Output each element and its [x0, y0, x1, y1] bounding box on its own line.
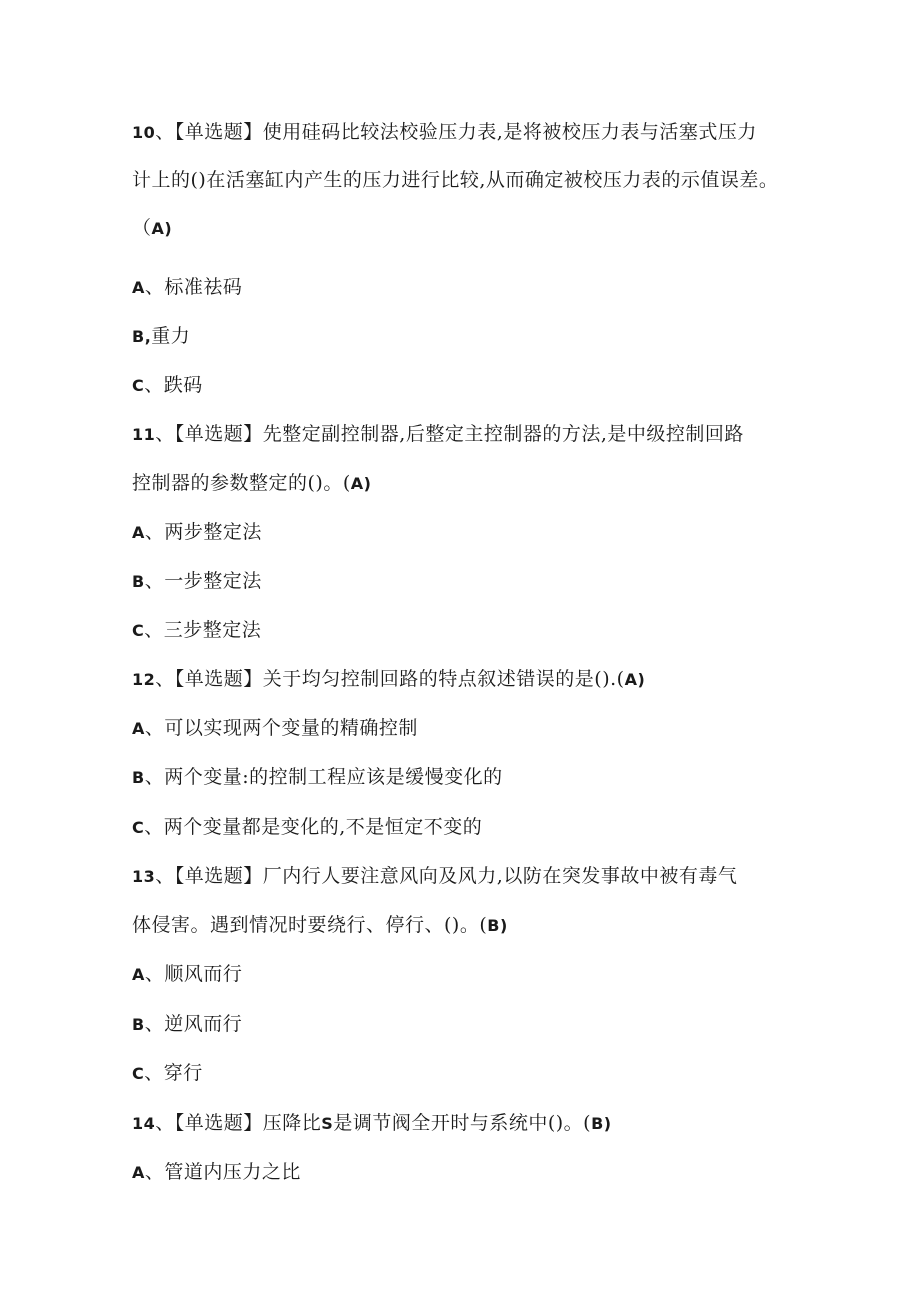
question-12-option-a	[132, 716, 418, 741]
option-separator: 、	[144, 1013, 165, 1035]
option-text: 可以实现两个变量的精确控制	[164, 717, 418, 739]
question-10-stem-line2	[132, 168, 778, 192]
option-letter: C	[132, 621, 145, 640]
option-text: 一步整定法	[164, 570, 262, 592]
question-type-tag: 、【单选题】	[155, 668, 263, 690]
option-text: 标准祛码	[164, 276, 243, 298]
answer-letter: A	[624, 670, 638, 689]
option-letter: B	[132, 768, 145, 787]
option-text: 两个变量:的控制工程应该是缓慢变化的	[164, 766, 503, 788]
question-13-stem-line2	[132, 913, 508, 938]
option-letter: C	[132, 1064, 145, 1083]
option-letter: A	[132, 965, 145, 984]
question-number: 10	[132, 123, 156, 142]
question-10-option-c	[132, 373, 203, 398]
option-text: 三步整定法	[163, 619, 262, 641]
question-stem: 控制器的参数整定的()。(	[132, 472, 351, 494]
option-text: 两步整定法	[164, 521, 262, 543]
question-13-stem-line1	[132, 864, 737, 889]
answer-letter: A	[350, 474, 364, 493]
answer-bracket: )	[499, 916, 508, 935]
option-letter: B	[132, 1015, 145, 1034]
question-10-option-b	[132, 324, 190, 349]
question-11-stem-line1	[132, 422, 744, 447]
question-stem: 是调节阀全开时与系统中()。(	[333, 1112, 592, 1134]
option-letter: A	[132, 278, 145, 297]
option-separator: 、	[144, 570, 165, 592]
answer-bracket: )	[164, 219, 173, 238]
option-separator: 、	[144, 619, 164, 641]
question-11-stem-line2	[132, 471, 371, 496]
answer-letter: B	[487, 916, 500, 935]
question-12-stem-line1	[132, 667, 645, 692]
question-type-tag: 、【单选题】	[155, 865, 263, 887]
option-letter: B,	[132, 327, 152, 346]
option-separator: 、	[144, 766, 165, 788]
option-text: 顺风而行	[164, 963, 243, 985]
option-letter: A	[132, 719, 145, 738]
question-14-stem-line1	[132, 1111, 612, 1136]
question-stem: 使用硅码比较法校验压力表,是将被校压力表与活塞式压力	[262, 121, 757, 143]
question-12-option-c	[132, 815, 482, 840]
option-text: 跌码	[163, 374, 203, 396]
question-stem: 计上的()在活塞缸内产生的压力进行比较,从而确定被校压力表的示值误差。	[132, 169, 779, 191]
question-11-option-b	[132, 569, 262, 594]
option-separator: 、	[144, 816, 164, 838]
question-stem: 厂内行人要注意风向及风力,以防在突发事故中被有毒气	[262, 865, 738, 887]
question-type-tag: 、【单选题】	[155, 423, 263, 445]
answer-bracket: )	[363, 474, 372, 493]
question-12-option-b	[132, 765, 503, 790]
question-number: 11	[132, 425, 156, 444]
question-13-option-a	[132, 962, 242, 987]
option-separator: 、	[144, 1062, 164, 1084]
question-stem: 先整定副控制器,后整定主控制器的方法,是中级控制回路	[262, 423, 744, 445]
option-separator: 、	[144, 717, 165, 739]
option-text: 重力	[151, 325, 191, 347]
question-number: 14	[132, 1114, 156, 1133]
question-stem: 体侵害。遇到情况时要绕行、停行、()。(	[132, 914, 488, 936]
stem-symbol: S	[321, 1114, 334, 1133]
question-13-option-c	[132, 1061, 203, 1086]
question-10-answer	[132, 216, 172, 241]
option-text: 管道内压力之比	[164, 1161, 301, 1183]
option-letter: B	[132, 572, 145, 591]
answer-letter: A	[151, 219, 165, 238]
option-letter: A	[132, 523, 145, 542]
question-stem: 关于均匀控制回路的特点叙述错误的是().(	[262, 668, 625, 690]
answer-letter: B	[591, 1114, 604, 1133]
option-text: 逆风而行	[164, 1013, 243, 1035]
option-letter: C	[132, 818, 145, 837]
question-10-option-a	[132, 275, 242, 300]
question-13-option-b	[132, 1012, 242, 1037]
option-separator: 、	[144, 374, 164, 396]
answer-bracket: )	[603, 1114, 612, 1133]
question-11-option-a	[132, 520, 262, 545]
option-separator: 、	[144, 1161, 165, 1183]
question-type-tag: 、【单选题】	[155, 1112, 263, 1134]
option-separator: 、	[144, 963, 165, 985]
question-number: 12	[132, 670, 156, 689]
question-type-tag: 、【单选题】	[155, 121, 263, 143]
option-text: 穿行	[163, 1062, 203, 1084]
question-stem: 压降比	[262, 1112, 322, 1134]
option-separator: 、	[144, 276, 165, 298]
option-separator: 、	[144, 521, 165, 543]
answer-bracket: )	[637, 670, 646, 689]
question-11-option-c	[132, 618, 261, 643]
question-10-stem-line1	[132, 120, 757, 145]
question-14-option-a	[132, 1160, 301, 1185]
option-text: 两个变量都是变化的,不是恒定不变的	[163, 816, 483, 838]
answer-bracket: （	[132, 217, 152, 239]
question-number: 13	[132, 867, 156, 886]
option-letter: C	[132, 376, 145, 395]
option-letter: A	[132, 1163, 145, 1182]
